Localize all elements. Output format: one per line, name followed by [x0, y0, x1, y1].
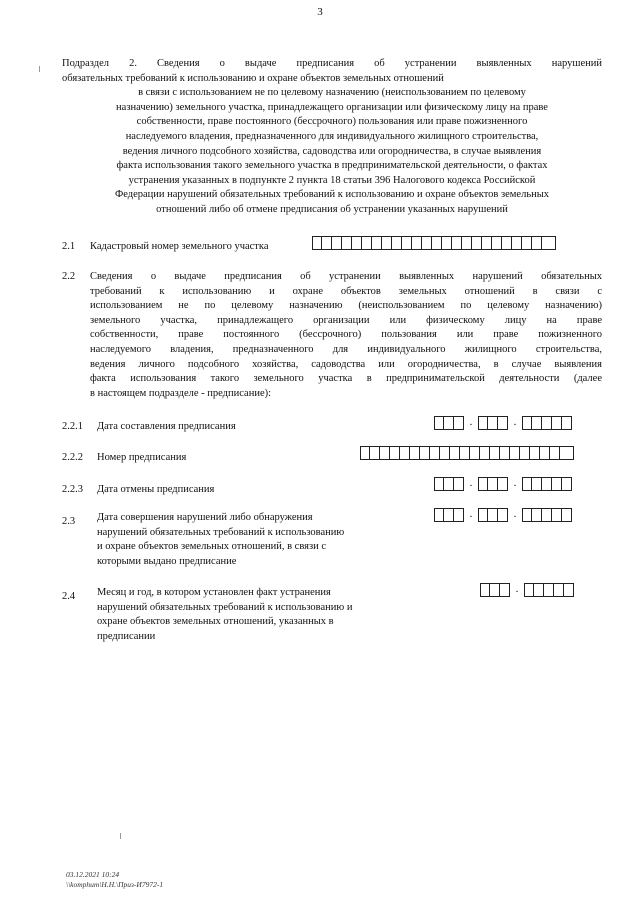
date-separator: .	[513, 416, 517, 428]
field-2-2-2-number: 2.2.2	[62, 452, 83, 463]
field-2-3-text	[97, 511, 407, 569]
field-2-3-line: и охране объектов земельных отношений, в связи с	[97, 541, 327, 553]
field-2-2-line: наследуемого владения, предназначенного для индивидуального жилищного строительства,	[90, 343, 602, 355]
cancellation-date-input[interactable]	[434, 476, 572, 491]
day-cells	[434, 508, 464, 522]
field-2-2-line: требований к использованию и охране объектов земельных отношений в связи с	[90, 285, 602, 297]
day-cells	[434, 477, 464, 491]
subsection-heading	[62, 57, 602, 218]
violation-date-input[interactable]	[434, 507, 572, 522]
field-2-2-2-label: Номер предписания	[97, 452, 187, 463]
field-2-2-line: использованием не по целевому назначению (неиспользованием по целевому назначению)	[90, 300, 602, 312]
field-2-4-number: 2.4	[62, 591, 76, 602]
date-separator: .	[513, 477, 517, 489]
year-cells	[524, 583, 574, 597]
order-number-cells	[360, 446, 574, 460]
field-2-4-text	[97, 586, 417, 644]
compilation-date-input[interactable]	[434, 415, 572, 430]
field-2-3-number: 2.3	[62, 516, 76, 527]
field-2-2-text	[90, 270, 602, 401]
field-2-2-line: Сведения о выдаче предписания об устранении выявленных нарушений обязательных	[90, 271, 602, 282]
date-separator: .	[469, 508, 473, 520]
subsection-line: факта использования такого земельного участка в предпринимательской деятельности, о фактах	[116, 160, 548, 172]
year-cells	[522, 508, 572, 522]
field-2-1-number: 2.1	[62, 241, 76, 252]
year-cells	[522, 416, 572, 430]
field-2-2-3-number: 2.2.3	[62, 484, 83, 495]
cadastral-number-cells	[312, 236, 556, 250]
subsection-line: назначению) земельного участка, принадлежащего организации или физическому лицу на праве	[116, 101, 548, 113]
elimination-month-year-input[interactable]	[480, 582, 574, 597]
field-2-4-line: нарушений обязательных требований к использованию и	[97, 601, 353, 613]
field-2-4-line: предписании	[97, 630, 156, 642]
field-2-4-line: Месяц и год, в котором установлен факт устранения	[97, 587, 331, 598]
field-2-3-line: которыми выдано предписание	[97, 555, 237, 567]
field-2-1-label: Кадастровый номер земельного участка	[90, 241, 269, 252]
footer-file-path: \\komphum\Н.Н.\Приз-И7972-1	[66, 880, 164, 889]
subsection-line: Федерации нарушений обязательных требований к использованию и охране объектов земельных	[114, 189, 550, 201]
date-separator: .	[469, 416, 473, 428]
subsection-line: наследуемого владения, предназначенного для индивидуального жилищного строительства,	[125, 130, 539, 142]
day-cells	[434, 416, 464, 430]
year-cells	[522, 477, 572, 491]
subsection-line: Подраздел 2. Сведения о выдаче предписания об устранении выявленных нарушений	[62, 58, 602, 69]
footer-timestamp: 03.12.2021 10:24	[66, 870, 120, 879]
field-2-3-line: Дата совершения нарушений либо обнаружения	[97, 512, 313, 523]
field-2-2-line: факта использования такого земельного участка в предпринимательской деятельности (далее	[90, 373, 602, 385]
field-2-2-line: ведения личного подсобного хозяйства, садоводства или огородничества, в случае выявления	[90, 358, 602, 370]
month-cells	[480, 583, 510, 597]
subsection-line: ведения личного подсобного хозяйства, садоводства или огородничества, в случае выявления	[122, 145, 542, 157]
field-2-2-line: в настоящем подразделе - предписание):	[90, 387, 272, 399]
date-separator: .	[469, 477, 473, 489]
page-number: 3	[317, 6, 323, 18]
field-2-2-3-label: Дата отмены предписания	[97, 484, 215, 495]
field-2-2-1-number: 2.2.1	[62, 421, 83, 432]
field-2-2-line: собственности, праве постоянного (бессрочного) пользования или праве пожизненного	[90, 329, 602, 341]
subsection-line: обязательных требований к использованию и охране объектов земельных отношений	[62, 72, 444, 84]
subsection-line: собственности, праве постоянного (бессрочного) пользования или праве пожизненного	[136, 116, 528, 128]
margin-mark	[39, 66, 40, 72]
field-2-4-line: охране объектов земельных отношений, указанных в	[97, 616, 334, 628]
field-2-3-line: нарушений обязательных требований к использованию	[97, 526, 345, 538]
field-2-2-1-label: Дата составления предписания	[97, 421, 236, 432]
subsection-line: отношений либо об отмене предписания об устранении указанных нарушений	[156, 203, 508, 215]
month-cells	[478, 477, 508, 491]
subsection-line: в связи с использованием не по целевому назначению (неиспользованием по целевому	[138, 87, 526, 99]
date-separator: .	[515, 583, 519, 595]
month-cells	[478, 508, 508, 522]
field-2-2-line: земельного участка, принадлежащего организации или физическому лицу на праве	[90, 314, 602, 326]
subsection-line: устранения указанных в подпункте 2 пункта 18 статьи 396 Налогового кодекса Российской	[128, 174, 536, 186]
date-separator: .	[513, 508, 517, 520]
margin-mark	[120, 833, 121, 839]
month-cells	[478, 416, 508, 430]
cadastral-number-input[interactable]	[312, 235, 556, 250]
order-number-input[interactable]	[360, 445, 574, 460]
field-2-2-number: 2.2	[62, 271, 76, 282]
